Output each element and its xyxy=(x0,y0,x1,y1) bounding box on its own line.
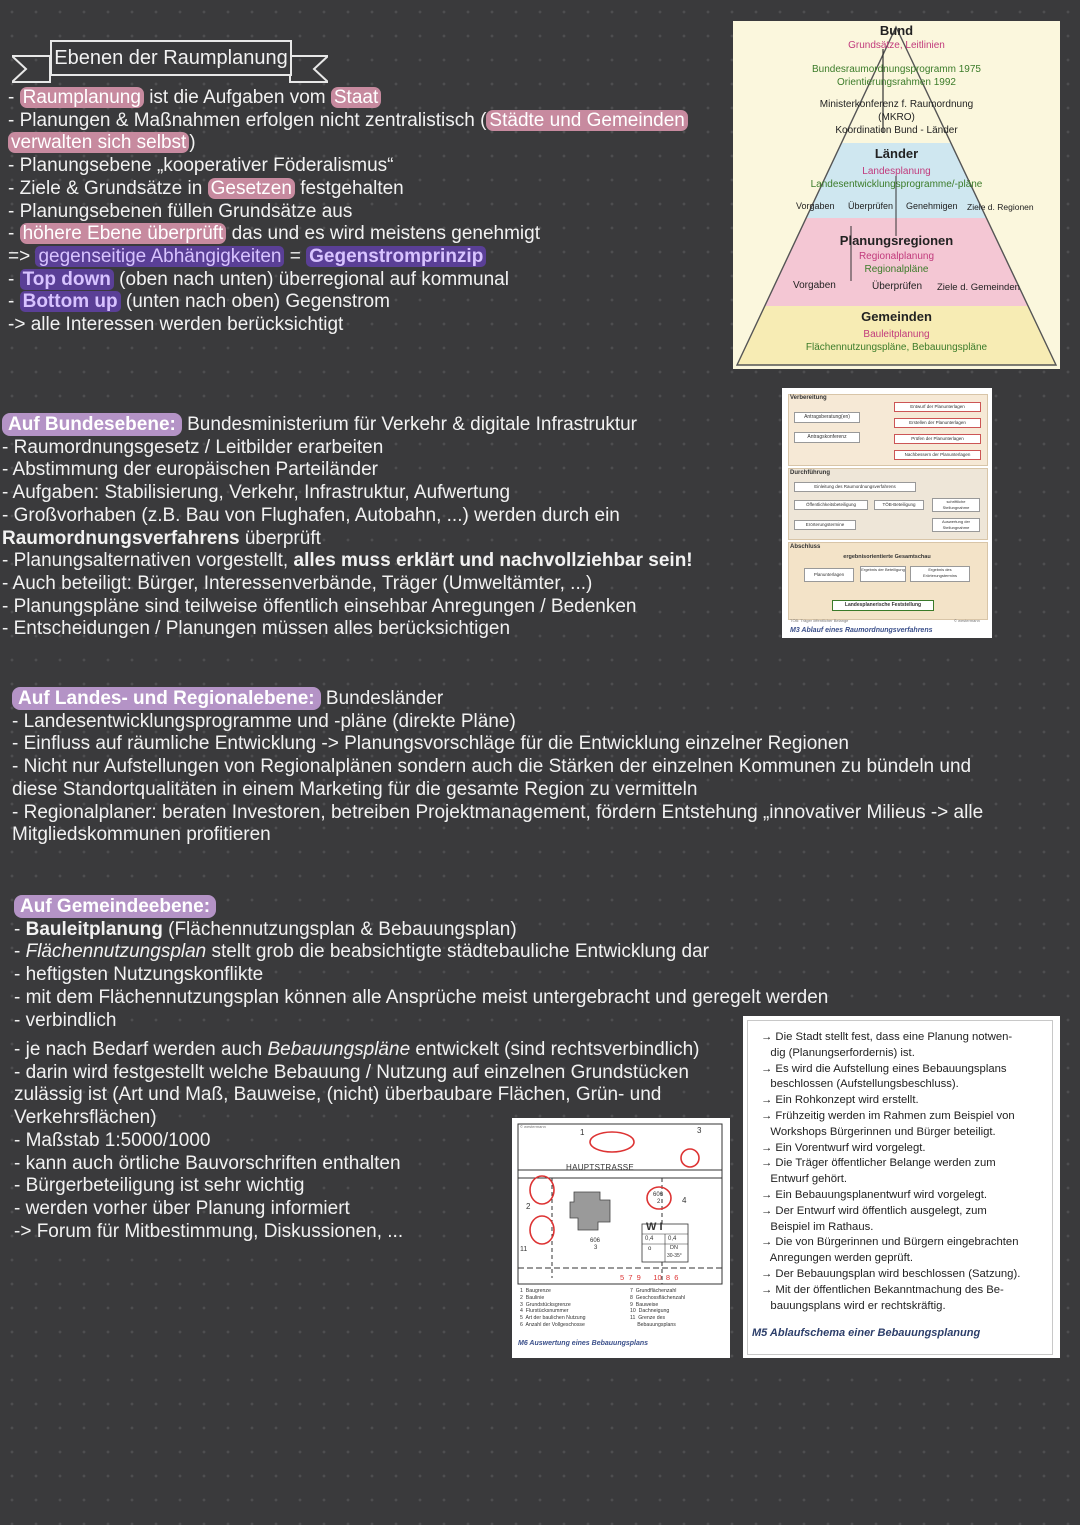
m5-steps xyxy=(761,1030,1020,1314)
text-segment: ist die Aufgaben vom xyxy=(143,87,331,108)
m6-num11: 11 xyxy=(520,1246,528,1253)
m3-publisher: © westermann xyxy=(954,618,980,623)
text-line xyxy=(14,941,828,964)
pyramid-bund: Bund xyxy=(879,23,914,38)
text-segment: Mitgliedskommunen profitieren xyxy=(12,824,271,846)
pyramid-figure xyxy=(733,21,1060,369)
text-segment: -> Forum für Mitbestimmung, Diskussionen, ... xyxy=(14,1220,404,1242)
list-item: 1 Baugrenze xyxy=(520,1288,551,1294)
text-line xyxy=(12,733,983,756)
text-segment: überprüft xyxy=(239,527,321,549)
text-segment: - Bürgerbeteiligung ist sehr wichtig xyxy=(14,1175,305,1197)
list-item: → Die von Bürgerinnen und Bürgern eingebrachten xyxy=(761,1236,1019,1249)
page-title: Ebenen der Raumplanung xyxy=(50,40,292,76)
m6-gfz: 0,4 xyxy=(668,1236,677,1242)
pyramid-gemeinden-sub1: Bauleitplanung xyxy=(863,329,930,340)
pyramid-gemeinden-sub2: Flächennutzungspläne, Bebauungspläne xyxy=(805,342,988,353)
m6-wi: W I xyxy=(646,1221,663,1233)
regional-section xyxy=(12,688,983,847)
pyramid-mkro2: (MKRO) xyxy=(878,112,915,123)
list-item: → Der Entwurf wird öffentlich ausgelegt, zum xyxy=(761,1204,987,1217)
text-line xyxy=(14,1010,828,1033)
pyramid-regionen-sub2: Regionalpläne xyxy=(864,264,929,275)
pyramid-ziele-regionen: Ziele d. Regionen xyxy=(967,202,1034,212)
text-segment: - Planungsalternativen vorgestellt, xyxy=(2,550,294,572)
text-line xyxy=(2,550,693,573)
text-line xyxy=(14,964,828,987)
highlighted-term: Raumplanung xyxy=(20,87,144,108)
m3-antragsberatung: Antragsberatung(en) xyxy=(794,412,860,423)
pyramid-gemeinden: Gemeinden xyxy=(861,309,932,324)
m6-num1: 1 xyxy=(580,1128,585,1137)
m6-parcel1b: 2 xyxy=(657,1199,661,1205)
key-concept: Gegenstromprinzip xyxy=(306,246,486,267)
pyramid-ziele-gemeinden: Ziele d. Gemeinden xyxy=(937,282,1020,293)
m3-ergebnis-bet: Ergebnis der Beteiligung xyxy=(860,566,906,582)
m3-eroerterung: Erörterungstermine xyxy=(794,520,856,530)
text-segment: entwickelt (sind rechtsverbindlich) xyxy=(410,1039,700,1060)
text-segment: - Aufgaben: Stabilisierung, Verkehr, Infrastruktur, Aufwertung xyxy=(2,482,511,504)
section-heading: Auf Landes- und Regionalebene: xyxy=(12,687,321,710)
m3-gesamtschau: ergebnisorientierte Gesamtschau xyxy=(843,554,931,560)
m3-durchfuehrung: Durchführung xyxy=(790,470,830,476)
list-item: bauungsplans wird er rechtskräftig. xyxy=(761,1299,946,1312)
text-segment: - Regionalplaner: beraten Investoren, betreiben Projektmanagement, fördern Entstehung „innovativer Milieus -> alle xyxy=(12,801,984,823)
m3-flowchart xyxy=(782,388,992,638)
m3-einleitung: Einleitung des Raumordnungsverfahrens xyxy=(794,482,916,492)
m3-toeb-note: TÖB: Träger öffentlicher Belange xyxy=(790,618,849,623)
list-item: Workshops Bürgerinnen und Bürger beteiligt. xyxy=(761,1125,996,1138)
m3-abschluss: Abschluss xyxy=(790,544,821,550)
highlighted-term: höhere Ebene überprüft xyxy=(20,223,227,244)
text-line xyxy=(2,528,693,551)
m3-planunterlagen: Planunterlagen xyxy=(804,568,854,582)
text-segment: das und es wird meistens genehmigt xyxy=(226,223,540,245)
text-line xyxy=(8,201,688,224)
text-segment: - Landesentwicklungsprogramme und -pläne (direkte Pläne) xyxy=(12,710,516,732)
text-line xyxy=(8,269,688,292)
text-segment: - Planungsebenen füllen Grundsätze aus xyxy=(8,200,353,222)
bold-term: Bauleitplanung xyxy=(25,918,163,940)
text-segment: - Einfluss auf räumliche Entwicklung -> Planungsvorschläge für die Entwicklung einzelner Regionen xyxy=(12,733,849,755)
list-item: 5 Art der baulichen Nutzung xyxy=(520,1315,586,1322)
text-segment: - werden vorher über Planung informiert xyxy=(14,1197,350,1219)
text-line xyxy=(12,756,983,779)
pyramid-laender-sub1: Landesplanung xyxy=(862,166,931,177)
m6-plan-figure xyxy=(512,1118,730,1358)
municipal-section xyxy=(14,896,828,1032)
pyramid-genehmigen: Genehmigen xyxy=(906,201,958,211)
text-segment: - xyxy=(14,941,26,963)
text-segment: - Planungsebene „kooperativer Föderalismus“ xyxy=(8,155,394,177)
text-line xyxy=(12,711,983,734)
list-item: → Die Träger öffentlicher Belange werden zum xyxy=(761,1157,996,1170)
m3-auswertung: Auswertung der Stellungnahme xyxy=(932,518,980,532)
text-line xyxy=(8,178,688,201)
text-segment: ) xyxy=(189,132,196,154)
text-line xyxy=(12,824,983,847)
text-line xyxy=(12,802,983,825)
list-item: 3 Grundstücksgrenze xyxy=(520,1301,571,1308)
m3-pruefen: Prüfen der Planunterlagen xyxy=(894,434,981,444)
text-segment: - Abstimmung der europäischen Parteiländer xyxy=(2,459,378,481)
text-segment: - heftigsten Nutzungskonflikte xyxy=(14,964,264,986)
text-line xyxy=(14,1062,699,1085)
text-segment: Bundesministerium für Verkehr & digitale Infrastruktur xyxy=(181,414,637,435)
pyramid-mkro3: Koordination Bund - Länder xyxy=(835,125,958,136)
text-line xyxy=(2,459,693,482)
m3-entwurf: Entwurf der Planunterlagen xyxy=(894,402,981,412)
highlighted-term: verwalten sich selbst xyxy=(8,132,189,153)
text-segment: - kann auch örtliche Bauvorschriften enthalten xyxy=(14,1152,401,1174)
m6-num4: 4 xyxy=(682,1196,687,1205)
m6-parcel2: 606 xyxy=(590,1238,601,1244)
m6-grz: 0,4 xyxy=(645,1236,654,1242)
list-item: beschlossen (Aufstellungsbeschluss). xyxy=(761,1078,959,1091)
text-segment: -> alle Interessen werden berücksichtigt xyxy=(8,314,344,336)
text-segment: - Entscheidungen / Planungen müssen alles berücksichtigen xyxy=(2,618,511,640)
m3-toeb: TÖB-Beteiligung xyxy=(874,500,924,510)
highlighted-term: Gesetzen xyxy=(208,178,295,199)
text-segment: - xyxy=(8,87,20,108)
text-line xyxy=(14,1084,699,1107)
m3-erstellen: Erstellen der Planunterlagen xyxy=(894,418,981,428)
list-item: → Es wird die Aufstellung eines Bebauungsplans xyxy=(761,1062,1007,1075)
text-segment: - xyxy=(14,918,26,940)
list-item: Beispiel im Rathaus. xyxy=(761,1220,874,1233)
list-item: → Ein Rohkonzept wird erstellt. xyxy=(761,1094,919,1107)
text-segment: - xyxy=(8,291,20,313)
italic-term: Flächennutzungsplan xyxy=(25,941,207,963)
text-line xyxy=(14,919,828,942)
text-line xyxy=(14,896,828,919)
italic-term: Bebauungspläne xyxy=(267,1039,411,1060)
list-item: 7 Grundflächenzahl xyxy=(630,1288,677,1294)
m3-schriftliche: schriftliche Stellungnahme xyxy=(932,498,980,512)
text-line xyxy=(2,618,693,641)
text-segment: Bundesländer xyxy=(320,688,444,709)
text-segment: - verbindlich xyxy=(14,1009,117,1031)
pyramid-bund-prog2: Orientierungsrahmen 1992 xyxy=(837,77,956,88)
pyramid-vorgaben1: Vorgaben xyxy=(796,201,835,211)
highlighted-term: Staat xyxy=(331,87,381,108)
pyramid-ueberpruefen1: Überprüfen xyxy=(848,201,894,211)
m6-num3: 3 xyxy=(697,1126,702,1135)
text-segment: - Auch beteiligt: Bürger, Interessenverbände, Träger (Umweltämter, ...) xyxy=(2,572,593,594)
text-segment: - Raumordnungsgesetz / Leitbilder erarbeiten xyxy=(2,436,384,458)
pyramid-vorgaben2: Vorgaben xyxy=(793,280,836,291)
m3-caption: M3 Ablauf eines Raumordnungsverfahrens xyxy=(790,627,933,634)
text-line xyxy=(8,110,688,133)
text-line xyxy=(12,688,983,711)
text-segment: - mit dem Flächennutzungsplan können alle Ansprüche meist untergebracht und geregelt werden xyxy=(14,986,829,1008)
list-item: 9 Bauweise xyxy=(630,1301,659,1308)
m6-deg: 30-35° xyxy=(667,1253,682,1259)
intro-section xyxy=(8,87,688,337)
text-segment: festgehalten xyxy=(294,177,404,199)
m3-antragskonferenz: Antragskonferenz xyxy=(794,432,860,443)
m6-o: o xyxy=(648,1246,652,1252)
m6-caption: M6 Auswertung eines Bebauungsplans xyxy=(518,1340,649,1347)
list-item: → Frühzeitig werden im Rahmen zum Beispiel von xyxy=(761,1109,1015,1122)
list-item: → Ein Vorentwurf wird vorgelegt. xyxy=(761,1141,926,1154)
m6-num2: 2 xyxy=(526,1202,531,1211)
highlighted-term: Städte und Gemeinden xyxy=(486,110,687,131)
list-item: 4 Flurstücksnummer xyxy=(520,1308,569,1315)
text-line xyxy=(14,987,828,1010)
key-concept: Top down xyxy=(20,269,114,290)
m6-street: HAUPTSTRASSE xyxy=(566,1163,635,1172)
text-segment: - Großvorhaben (z.B. Bau von Flughafen, Autobahn, ...) werden durch ein xyxy=(2,504,620,526)
key-concept: Bottom up xyxy=(20,291,121,312)
m5-caption: M5 Ablaufschema einer Bebauungsplanung xyxy=(752,1327,981,1339)
text-line xyxy=(8,223,688,246)
text-line xyxy=(2,596,693,619)
list-item: → Der Bebauungsplan wird beschlossen (Satzung). xyxy=(761,1267,1021,1280)
text-segment: - Nicht nur Aufstellungen von Regionalplänen sondern auch die Stärken der einzelnen Kommunen zu bündeln und xyxy=(12,756,972,778)
list-item: → Die Stadt stellt fest, dass eine Planung notwen- xyxy=(761,1031,1013,1043)
list-item: Bebauungsplans xyxy=(630,1321,676,1328)
pyramid-bund-prog1: Bundesraumordnungsprogramm 1975 xyxy=(812,64,981,75)
text-segment: = xyxy=(284,245,307,267)
text-segment: Verkehrsflächen) xyxy=(14,1107,157,1129)
text-segment: - xyxy=(8,268,20,290)
text-line xyxy=(2,505,693,528)
text-line xyxy=(8,291,688,314)
pyramid-regionen-sub1: Regionalplanung xyxy=(858,251,935,262)
list-item: 2 Baulinie xyxy=(520,1294,545,1301)
text-segment: - je nach Bedarf werden auch xyxy=(14,1039,268,1060)
text-segment: - Ziele & Grundsätze in xyxy=(8,177,208,199)
text-segment: (unten nach oben) Gegenstrom xyxy=(120,291,390,313)
section-heading: Auf Gemeindeebene: xyxy=(14,895,216,918)
pyramid-mkro1: Ministerkonferenz f. Raumordnung xyxy=(819,99,974,110)
text-line xyxy=(8,246,688,269)
section-heading: Auf Bundesebene: xyxy=(2,413,182,436)
m6-publisher: © westermann xyxy=(520,1124,546,1129)
text-segment: diese Standortqualitäten in einem Marketing für die gesamte Region zu vermitteln xyxy=(12,778,698,800)
list-item: → Ein Bebauungsplanentwurf wird vorgelegt. xyxy=(761,1188,988,1201)
text-line xyxy=(2,437,693,460)
text-line xyxy=(8,132,688,155)
text-line xyxy=(8,155,688,178)
pyramid-laender: Länder xyxy=(874,146,919,161)
text-segment: (Flächennutzungsplan & Bebauungsplan) xyxy=(162,918,517,940)
m3-feststellung: Landesplanerische Feststellung xyxy=(832,600,934,611)
list-item: 6 Anzahl der Vollgeschosse xyxy=(520,1321,585,1328)
m6-parcel2b: 3 xyxy=(594,1245,598,1251)
list-item: 11 Grenze des xyxy=(630,1315,666,1322)
m3-ergebnis-eroert: Ergebnis des Erörterungstermins xyxy=(910,566,970,582)
text-segment: - Maßstab 1:5000/1000 xyxy=(14,1129,211,1151)
m6-dn: DN xyxy=(670,1245,678,1251)
text-segment: stellt grob die beabsichtigte städtebauliche Entwicklung dar xyxy=(206,941,709,963)
pyramid-laender-sub2: Landesentwicklungsprogramme/-pläne xyxy=(810,179,983,190)
list-item: dig (Planungserfordernis) ist. xyxy=(761,1046,915,1059)
text-segment: - xyxy=(8,223,20,245)
text-segment: - darin wird festgestellt welche Bebauung / Nutzung auf einzelnen Grundstücken xyxy=(14,1061,689,1083)
m3-oeffentlichkeit: Öffentlichkeitsbeteiligung xyxy=(794,500,868,510)
m6-bottom-nums: 5 7 9 10 8 6 xyxy=(620,1273,679,1282)
m6-parcel1: 606 xyxy=(653,1192,664,1198)
text-line xyxy=(2,414,693,437)
text-line xyxy=(8,87,688,110)
federal-section xyxy=(2,414,693,641)
pyramid-regionen: Planungsregionen xyxy=(839,233,954,248)
list-item: Entwurf gehört. xyxy=(761,1173,848,1186)
list-item: Anregungen werden geprüft. xyxy=(761,1252,913,1265)
m3-nachbessern: Nachbessern der Planunterlagen xyxy=(894,450,981,460)
text-segment: zulässig ist (Art und Maß, Bauweise, (nicht) überbaubare Flächen, Grün- und xyxy=(14,1084,662,1106)
text-segment: - Planungen & Maßnahmen erfolgen nicht zentralistisch ( xyxy=(8,109,487,131)
highlighted-term: gegenseitige Abhängigkeiten xyxy=(35,246,284,267)
m6-legend-right xyxy=(630,1288,685,1329)
pyramid-bund-sub: Grundsätze, Leitlinien xyxy=(848,40,945,51)
text-line xyxy=(2,573,693,596)
text-segment: - Planungspläne sind teilweise öffentlich einsehbar Anregungen / Bedenken xyxy=(2,595,637,617)
m6-legend-left xyxy=(520,1288,585,1329)
text-line xyxy=(12,779,983,802)
pyramid-ueberpruefen2: Überprüfen xyxy=(872,281,923,292)
text-segment: (oben nach unten) überregional auf kommunal xyxy=(113,268,509,290)
list-item: 10 Dachneigung xyxy=(630,1308,670,1315)
list-item: → Mit der öffentlichen Bekanntmachung des Be- xyxy=(761,1283,1004,1296)
m3-verbereitung: Verbereitung xyxy=(790,395,827,401)
bold-term: Raumordnungsverfahrens xyxy=(2,527,240,549)
m5-schema-figure xyxy=(743,1016,1060,1358)
text-line xyxy=(14,1039,699,1062)
text-line xyxy=(8,314,688,337)
text-segment: => xyxy=(8,245,36,267)
text-line xyxy=(2,482,693,505)
bold-term: alles muss erklärt und nachvollziehbar sein! xyxy=(293,550,693,572)
list-item: 8 Geschossflächenzahl xyxy=(630,1294,686,1301)
